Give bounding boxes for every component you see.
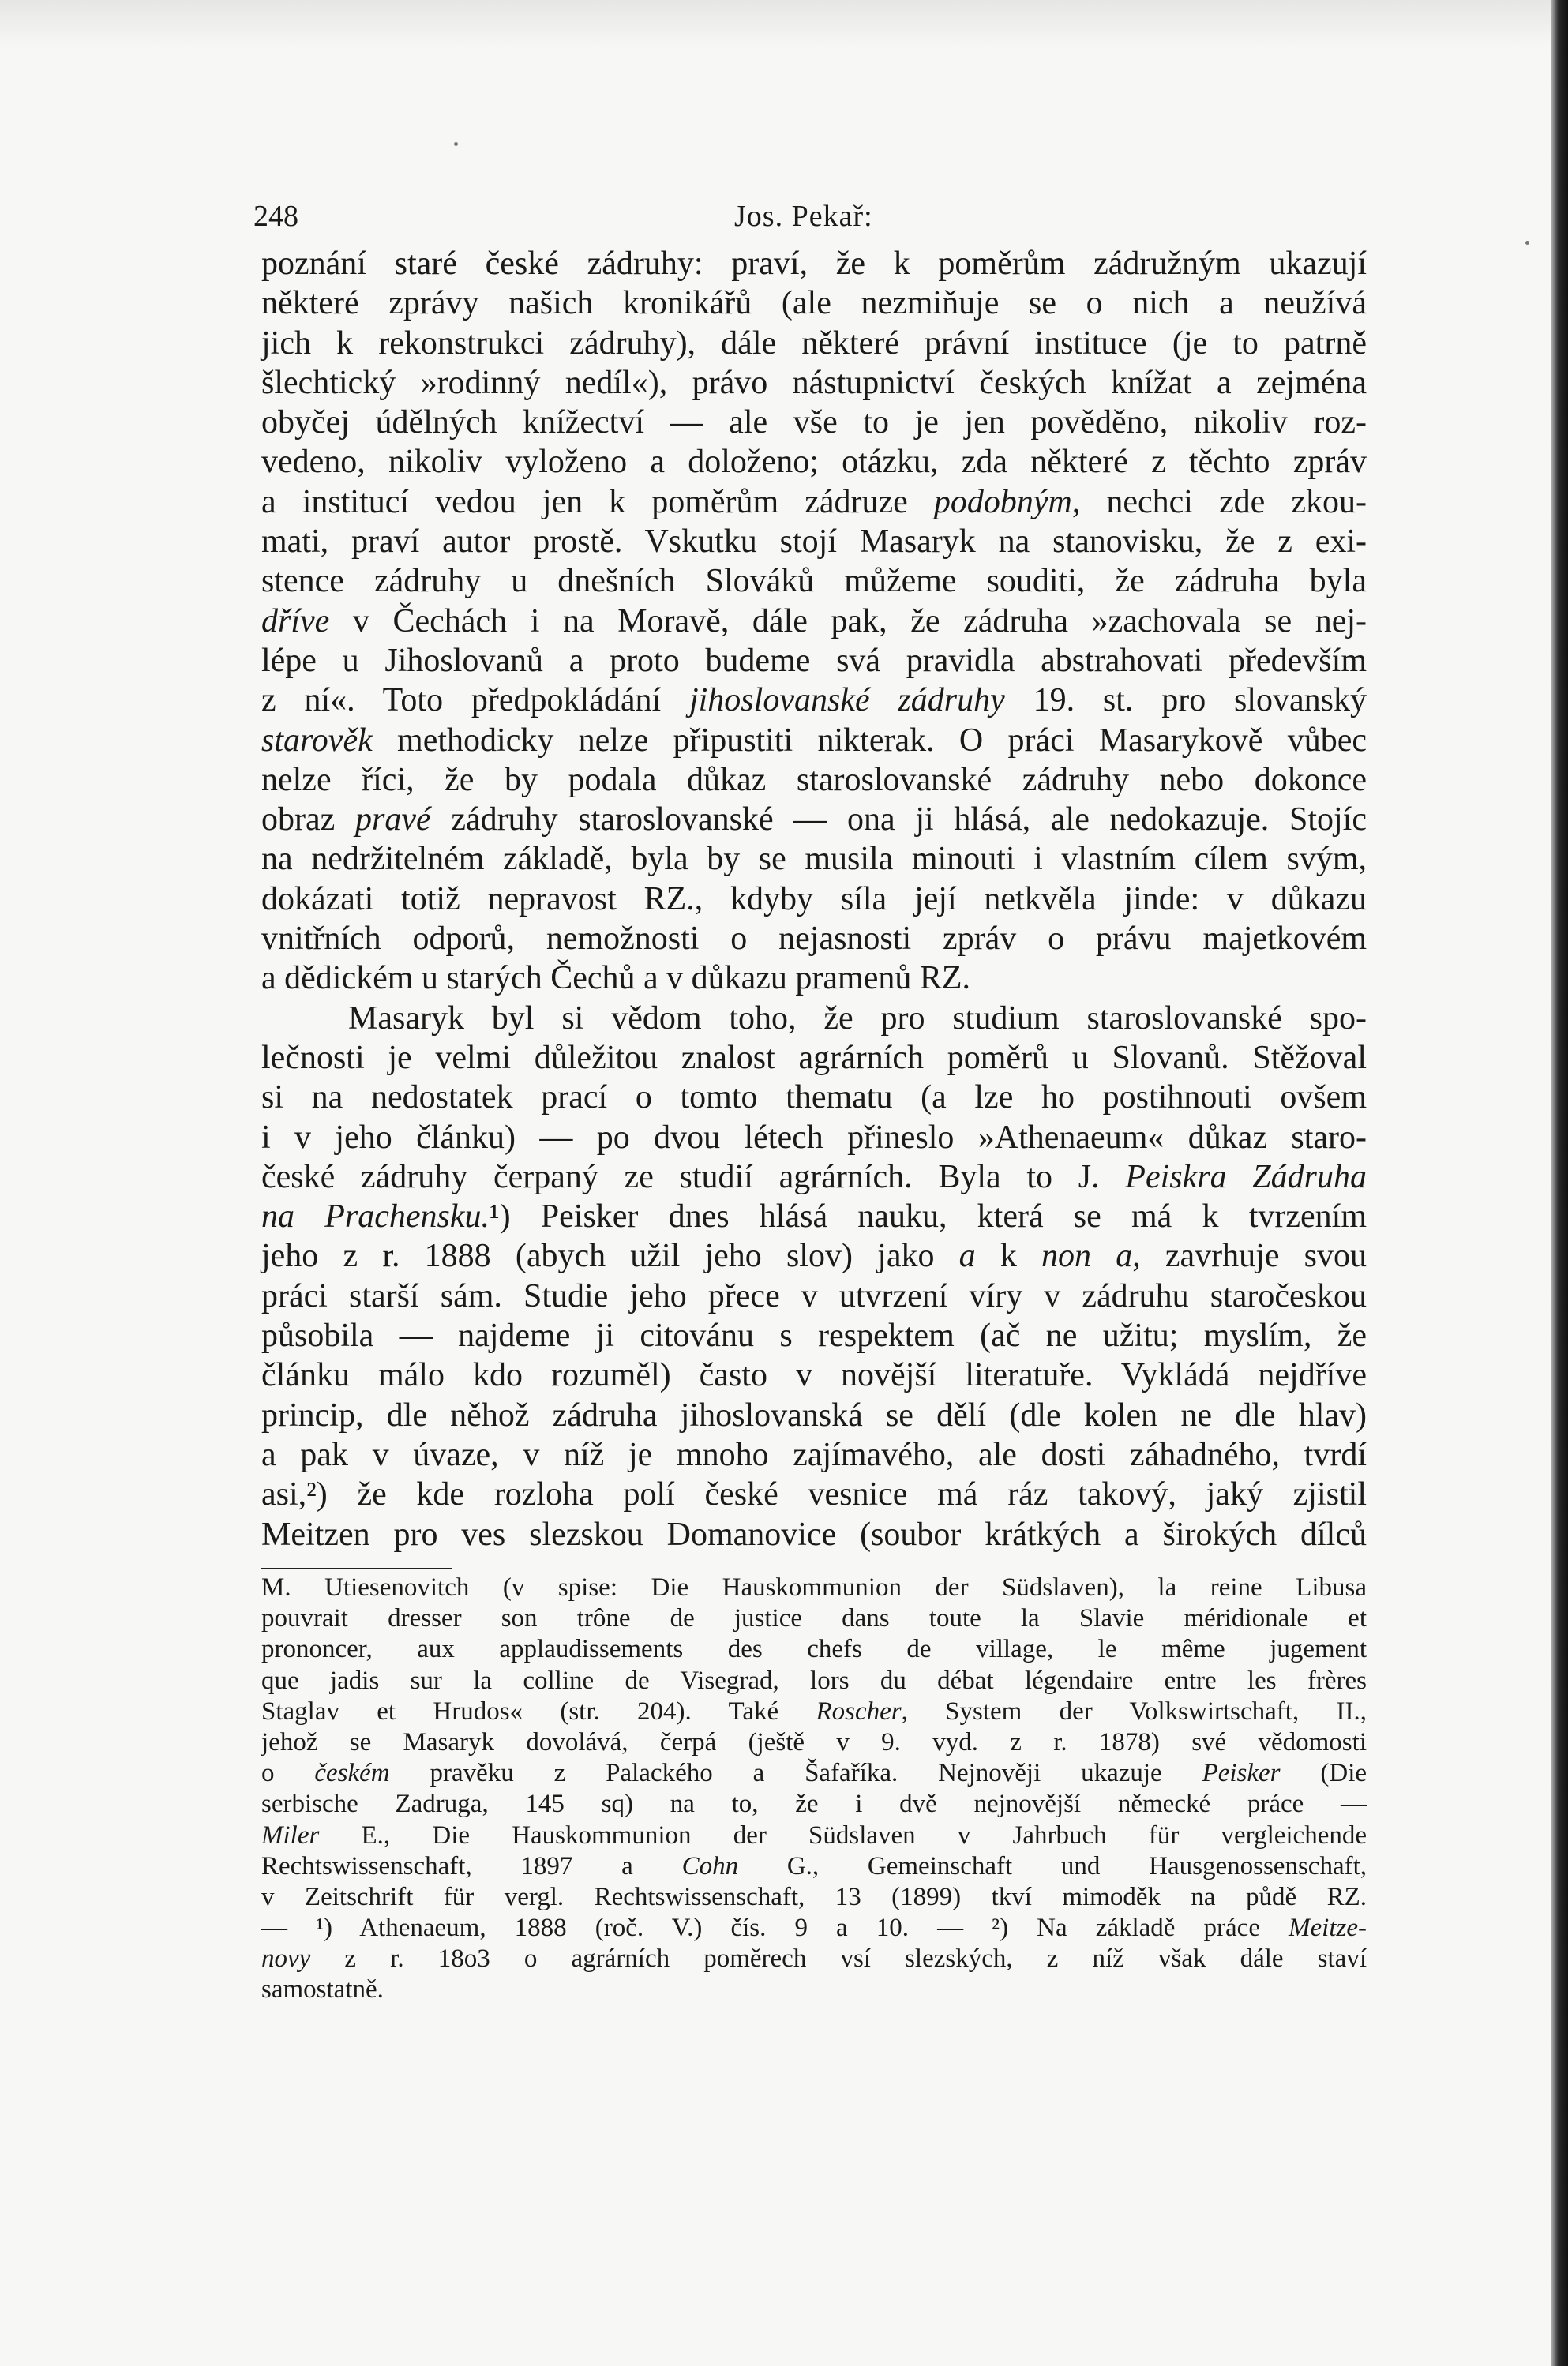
body-line	[261, 522, 1367, 561]
italic-text: novy	[261, 1944, 311, 1974]
text-run: Meitzen pro ves slezskou Domanovice (soubor krátkých a širokých dílců	[261, 1516, 1367, 1553]
text-run: v Zeitschrift für vergl. Rechtswissenschaft, 13 (1899) tkví mimoděk na půdě RZ.	[261, 1882, 1367, 1911]
footnote-line	[261, 1820, 1367, 1851]
text-run: methodicky nelze připustiti nikterak. O práci Masarykově vůbec	[372, 722, 1367, 759]
text-run: i v jeho článku) — po dvou létech přineslo »Athenaeum« důkaz staro-	[261, 1119, 1367, 1156]
body-line	[261, 879, 1367, 919]
text-run: z ní«. Toto předpokládání	[261, 682, 689, 719]
scan-shadow-top	[0, 0, 1568, 47]
footnote-line	[261, 1882, 1367, 1913]
text-run: lépe u Jihoslovanů a proto budeme svá pravidla abstrahovati především	[261, 642, 1367, 679]
text-run: Masaryk byl si vědom toho, že pro studium staroslovanské spo-	[348, 999, 1367, 1037]
text-run: samostatně.	[261, 1975, 384, 2004]
italic-text: Miler	[261, 1820, 320, 1850]
running-head: Jos. Pekař:	[734, 200, 873, 233]
body-line	[261, 919, 1367, 958]
body-line	[261, 442, 1367, 482]
footnote-line	[261, 1634, 1367, 1665]
text-run: jich k rekonstrukci zádruhy), dále některé právní instituce (je to patrně	[261, 324, 1367, 362]
scan-speck	[1525, 241, 1529, 245]
text-run: působila — najdeme ji citovánu s respektem (ač ne užitu; myslím, že	[261, 1318, 1367, 1355]
body-line	[261, 958, 1367, 998]
italic-text: Cohn	[681, 1851, 739, 1880]
text-run: o	[261, 1759, 315, 1788]
body-line	[261, 1236, 1367, 1276]
body-line	[261, 482, 1367, 522]
body-line	[261, 1118, 1367, 1157]
body-line	[261, 244, 1367, 283]
italic-text: Peiskra Zádruha	[1125, 1158, 1367, 1195]
italic-text: non a	[1041, 1238, 1133, 1275]
text-run: E., Die Hauskommunion der Südslaven v Jahrbuch für vergleichende	[319, 1820, 1367, 1850]
text-run: obraz	[261, 801, 355, 838]
text-run: pouvrait dresser son trône de justice dans toute la Slavie méridionale et	[261, 1604, 1367, 1633]
scan-edge-right	[1551, 0, 1568, 2366]
italic-text: dříve	[261, 602, 330, 639]
text-run: mati, praví autor prostě. Vskutku stojí Masaryk na stanovisku, že z exi-	[261, 523, 1367, 561]
body-line	[261, 1515, 1367, 1554]
text-run: Rechtswissenschaft, 1897 a	[261, 1851, 682, 1880]
text-run: vnitřních odporů, nemožnosti o nejasnosti zpráv o právu majetkovém	[261, 921, 1367, 958]
text-run: jeho z r. 1888 (abych užil jeho slov) jako	[261, 1238, 959, 1275]
italic-text: českém	[314, 1759, 390, 1788]
footnote-line	[261, 1974, 1367, 2005]
text-run: 19. st. pro slovanský	[1004, 682, 1367, 719]
text-run: lečnosti je velmi důležitou znalost agrárních poměrů u Slovanů. Stěžoval	[261, 1039, 1367, 1076]
body-line	[261, 760, 1367, 800]
footnote-line	[261, 1851, 1367, 1882]
text-run: zádruhy staroslovanské — ona ji hlásá, ale nedokazuje. Stojíc	[430, 801, 1367, 838]
text-run: pravěku z Palackého a Šafaříka. Nejnověji ukazuje	[389, 1759, 1202, 1788]
body-line	[261, 1038, 1367, 1078]
main-text	[261, 244, 1367, 1554]
text-run: , nechci zde zkou-	[1071, 483, 1367, 520]
italic-text: Peisker	[1202, 1759, 1281, 1788]
body-line	[261, 681, 1367, 720]
body-line	[261, 1316, 1367, 1355]
body-line	[261, 1078, 1367, 1117]
body-line	[261, 1277, 1367, 1316]
body-line	[261, 1475, 1367, 1514]
italic-text: Meitze-	[1289, 1914, 1367, 1943]
body-line	[261, 999, 1367, 1038]
body-line	[261, 363, 1367, 403]
italic-text: starověk	[261, 722, 373, 759]
text-run: princip, dle něhož zádruha jihoslovanská se dělí (dle kolen ne dle hlav)	[261, 1397, 1367, 1434]
text-run: G., Gemeinschaft und Hausgenossenschaft,	[738, 1851, 1367, 1880]
body-line	[261, 1396, 1367, 1435]
text-run: v Čechách i na Moravě, dále pak, že zádruha »zachovala se nej-	[329, 602, 1367, 639]
body-line	[261, 839, 1367, 879]
text-run: poznání staré české zádruhy: praví, že k poměrům zádružným ukazují	[261, 246, 1367, 282]
scan-speck	[454, 142, 458, 146]
text-run: a dědickém u starých Čechů a v důkazu pramenů RZ.	[261, 960, 971, 997]
text-run: na nedržitelném základě, byla by se musila minouti i vlastním cílem svým,	[261, 841, 1367, 878]
text-run: si na nedostatek prací o tomto thematu (a lze ho postihnouti ovšem	[261, 1079, 1367, 1116]
text-run: asi,²) že kde rozloha polí české vesnice má ráz takový, jaký zjistil	[261, 1476, 1367, 1513]
footnote-line	[261, 1913, 1367, 1944]
page-number: 248	[253, 200, 298, 233]
text-run: obyčej údělných knížectví — ale vše to je jen pověděno, nikoliv roz-	[261, 404, 1367, 441]
text-run: šlechtický »rodinný nedíl«), právo nástupnictví českých knížat a zejména	[261, 364, 1367, 401]
body-line	[261, 1157, 1367, 1197]
body-line	[261, 324, 1367, 363]
footnote-line	[261, 1697, 1367, 1727]
body-line	[261, 1355, 1367, 1395]
text-run: české zádruhy čerpaný ze studií agrárních. Byla to J.	[261, 1158, 1126, 1195]
text-run: (Die	[1280, 1759, 1367, 1788]
footnote-line	[261, 1758, 1367, 1789]
body-line	[261, 283, 1367, 323]
footnote-divider	[261, 1568, 452, 1569]
text-run: jehož se Masaryk dovolává, čerpá (ještě v 9. vyd. z r. 1878) své vědomosti	[261, 1727, 1367, 1757]
text-run: que jadis sur la colline de Visegrad, lors du débat légendaire entre les frères	[261, 1666, 1367, 1695]
footnote-line	[261, 1666, 1367, 1697]
text-run: některé zprávy našich kronikářů (ale nezmiňuje se o nich a neužívá	[261, 285, 1367, 322]
text-run: — ¹) Athenaeum, 1888 (roč. V.) čís. 9 a 10. — ²) Na základě práce	[261, 1914, 1289, 1943]
text-run: prononcer, aux applaudissements des chefs de village, le même jugement	[261, 1635, 1367, 1664]
footnote-line	[261, 1727, 1367, 1758]
body-line	[261, 1435, 1367, 1475]
text-run: práci starší sám. Studie jeho přece v utvrzení víry v zádruhu staročeskou	[261, 1277, 1367, 1314]
text-run: vedeno, nikoliv vyloženo a doloženo; otázku, zda některé z těchto zpráv	[261, 444, 1367, 481]
text-run: článku málo kdo rozuměl) často v novější literatuře. Vykládá nejdříve	[261, 1357, 1367, 1394]
text-run: serbische Zadruga, 145 sq) na to, že i dvě nejnovější německé práce —	[261, 1790, 1367, 1819]
text-run: stence zádruhy u dnešních Slováků můžeme souditi, že zádruha byla	[261, 563, 1367, 600]
body-line	[261, 561, 1367, 601]
body-line	[261, 721, 1367, 760]
text-run: M. Utiesenovitch (v spise: Die Hauskommunion der Südslaven), la reine Libusa	[261, 1573, 1367, 1602]
text-run: z r. 18o3 o agrárních poměrech vsí slezských, z níž však dále staví	[310, 1944, 1367, 1974]
footnote-line	[261, 1789, 1367, 1820]
body-line	[261, 1197, 1367, 1236]
italic-text: Roscher	[816, 1697, 902, 1726]
text-run: dokázati totiž nepravost RZ., kdyby síla její netkvěla jinde: v důkazu	[261, 880, 1367, 917]
text-run: nelze říci, že by podala důkaz staroslovanské zádruhy nebo dokonce	[261, 761, 1367, 798]
italic-text: jihoslovanské zádruhy	[688, 682, 1005, 719]
text-run: Staglav et Hrudos« (str. 204). Také	[261, 1697, 816, 1726]
body-line	[261, 403, 1367, 442]
italic-text: a	[958, 1238, 976, 1275]
text-run: , System der Volkswirtschaft, II.,	[901, 1697, 1367, 1726]
italic-text: na Prachensku.	[261, 1198, 490, 1235]
body-line	[261, 641, 1367, 681]
footnote-line	[261, 1944, 1367, 1974]
text-run: ¹) Peisker dnes hlásá nauku, která se má k tvrzením	[489, 1198, 1367, 1235]
body-line	[261, 800, 1367, 839]
text-run: , zavrhuje svou	[1132, 1238, 1367, 1275]
footnote-line	[261, 1603, 1367, 1634]
italic-text: podobným	[933, 483, 1072, 520]
text-run: a pak v úvaze, v níž je mnoho zajímavého, ale dosti záhadného, tvrdí	[261, 1436, 1367, 1473]
footnote-line	[261, 1573, 1367, 1603]
body-line	[261, 602, 1367, 641]
italic-text: pravé	[354, 801, 431, 838]
footnotes	[261, 1573, 1367, 2006]
text-run: k	[975, 1238, 1042, 1275]
text-run: a institucí vedou jen k poměrům zádruze	[261, 483, 934, 520]
